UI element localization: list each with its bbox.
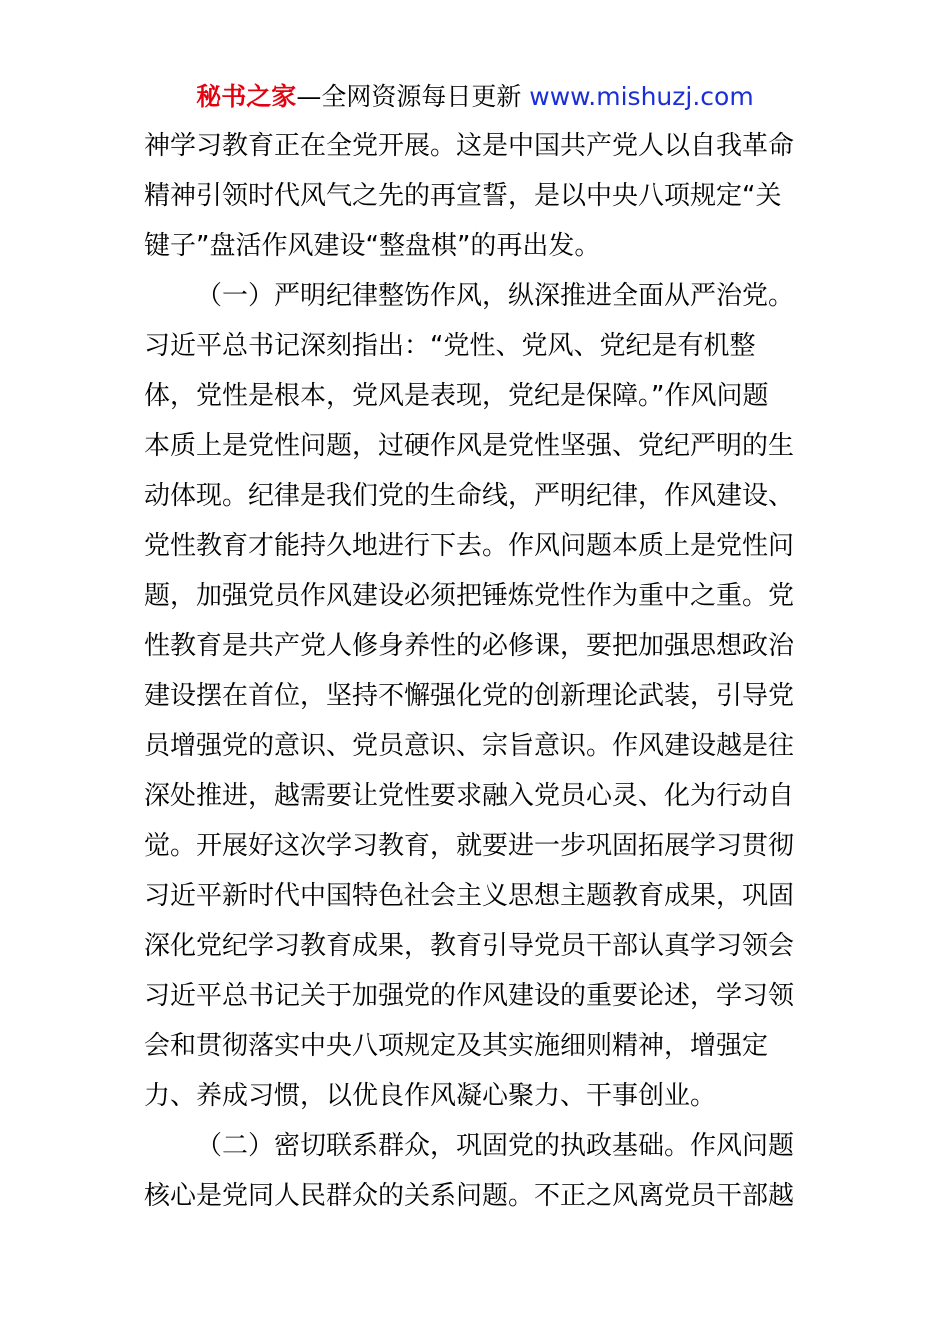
text-line: 精神引领时代风气之先的再宣誓，是以中央八项规定“关	[144, 181, 782, 211]
text-line: 党性教育才能持久地进行下去。作风问题本质上是党性问	[144, 531, 795, 561]
text-line: 习近平总书记关于加强党的作风建设的重要论述，学习领	[144, 981, 795, 1011]
section-heading-1: （一）严明纪律整饬作风，纵深推进全面从严治党。	[196, 281, 795, 311]
text-line: 建设摆在首位，坚持不懈强化党的创新理论武装，引导党	[144, 681, 795, 711]
text-line: 键子”盘活作风建设“整盘棋”的再出发。	[144, 231, 601, 261]
text-line: 员增强党的意识、党员意识、宗旨意识。作风建设越是往	[144, 731, 795, 761]
text-line: 性教育是共产党人修身养性的必修课，要把加强思想政治	[144, 631, 795, 661]
section-heading-2: （二）密切联系群众，巩固党的执政基础。作风问题	[196, 1131, 795, 1161]
text-line: 核心是党同人民群众的关系问题。不正之风离党员干部越	[144, 1181, 795, 1211]
site-tagline: —全网资源每日更新	[296, 82, 530, 111]
text-line: 动体现。纪律是我们党的生命线，严明纪律，作风建设、	[144, 481, 795, 511]
text-line: 神学习教育正在全党开展。这是中国共产党人以自我革命	[144, 131, 795, 161]
text-line: 深化党纪学习教育成果，教育引导党员干部认真学习领会	[144, 931, 795, 961]
text-line: 觉。开展好这次学习教育，就要进一步巩固拓展学习贯彻	[144, 831, 795, 861]
site-url-link[interactable]: www.mishuzj.com	[529, 82, 754, 111]
page-header	[0, 80, 950, 114]
text-line: 本质上是党性问题，过硬作风是党性坚强、党纪严明的生	[144, 431, 795, 461]
text-line: 力、养成习惯，以优良作风凝心聚力、干事创业。	[144, 1081, 717, 1111]
text-line: 会和贯彻落实中央八项规定及其实施细则精神，增强定	[144, 1031, 769, 1061]
text-line: 深处推进，越需要让党性要求融入党员心灵、化为行动自	[144, 781, 795, 811]
text-line: 习近平总书记深刻指出：“党性、党风、党纪是有机整	[144, 331, 756, 361]
text-line: 习近平新时代中国特色社会主义思想主题教育成果，巩固	[144, 881, 795, 911]
text-line: 题，加强党员作风建设必须把锤炼党性作为重中之重。党	[144, 581, 795, 611]
site-brand: 秘书之家	[196, 82, 297, 111]
document-body	[144, 121, 814, 1221]
text-line: 体，党性是根本，党风是表现，党纪是保障。”作风问题	[144, 381, 769, 411]
